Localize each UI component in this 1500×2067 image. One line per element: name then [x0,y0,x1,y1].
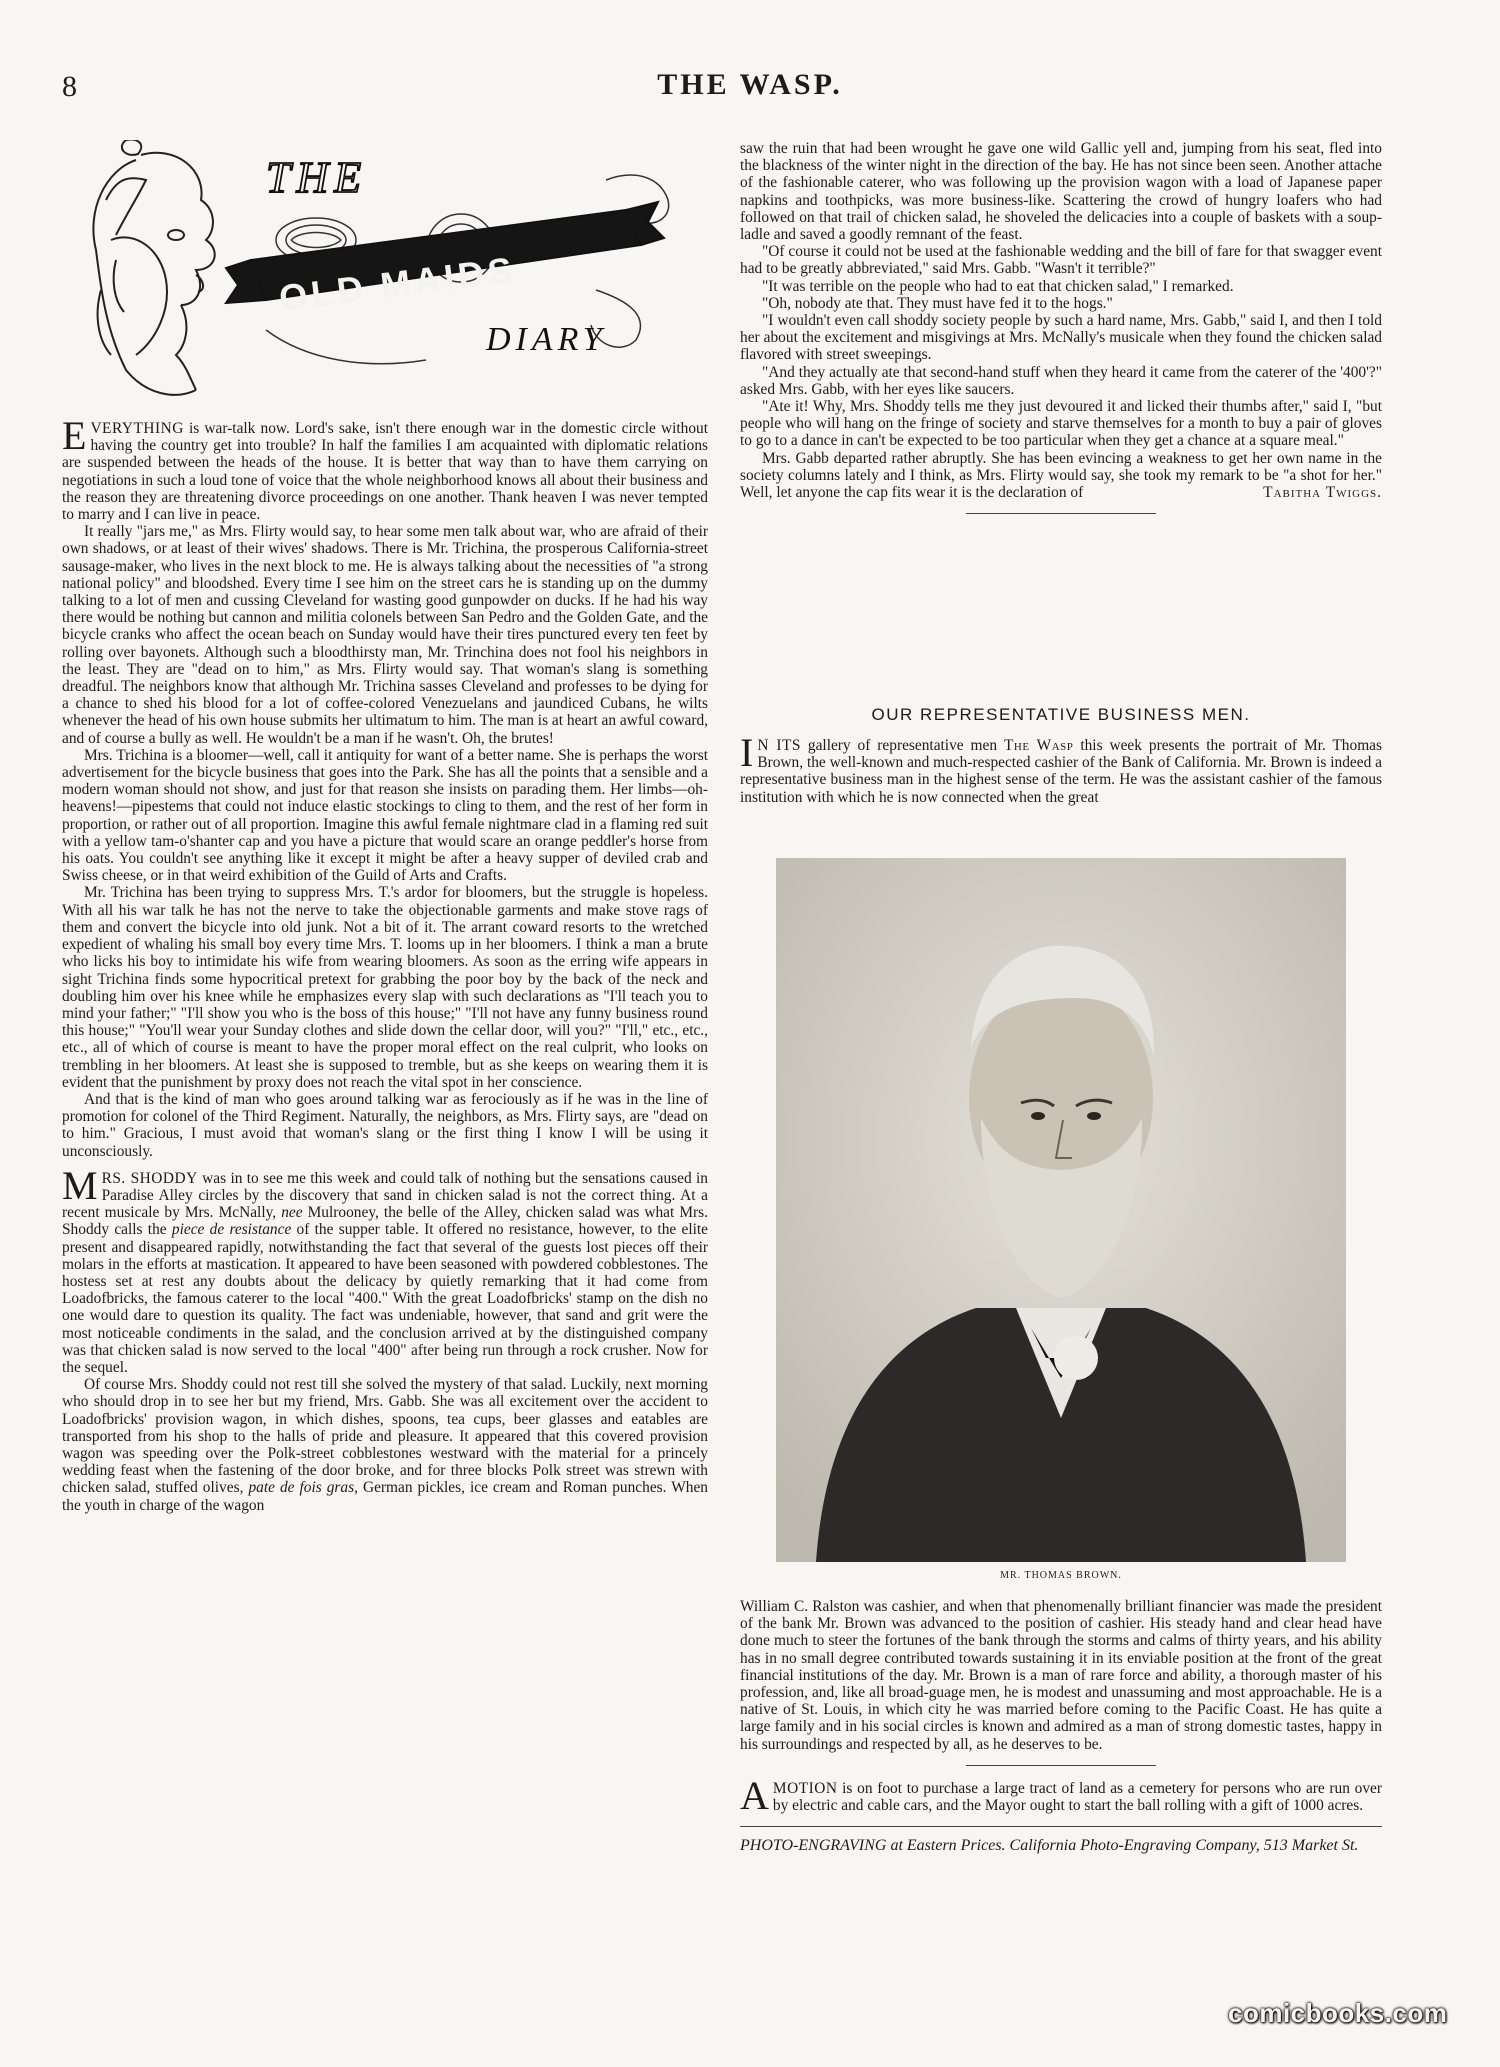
old-maids-diary-header-illustration [66,140,696,410]
diary-paragraph: And that is the kind of man who goes around talking war as ferociously as if he was in the line of promotion for colonel of the Third Regiment. Naturally, the neighbors, as Mrs. Flirty says, are "dead on to him." Gracious, I must avoid that woman's slang or the first thing I know I will be using it unconsciously. [62,1090,708,1160]
page-number: 8 [62,70,77,103]
drop-cap: A [740,1772,769,1818]
right-column-top [740,140,1382,528]
right-column-bottom [740,1598,1382,1854]
section-heading: OUR REPRESENTATIVE BUSINESS MEN. [871,705,1251,724]
diary-paragraph: Mrs. Gabb departed rather abruptly. She has been evincing a weakness to get her own name in the society columns lately and I think, as Mrs. Flirty would say, she took my remark to be "a shot for her." Well, let anyone the cap fits wear it is the declaration of Tabitha Twiggs. [740,449,1382,502]
diary-paragraph: "It was terrible on the people who had to eat that chicken salad," I remarked. [762,277,1234,295]
banner-title-the: THE [266,153,368,202]
section-divider [966,1765,1156,1766]
banner-title-old-maids: OLD MAIDS [276,248,519,319]
diary-paragraph: MRS. SHODDY was in to see me this week and could talk of nothing but the sensations caused in Paradise Alley circles by the discovery that sand in chicken salad is not the correct thing. At a recent musicale by Mrs. McNally, nee Mulrooney, the belle of the Alley, chicken salad was what Mrs. Shoddy calls the piece de resistance of the supper table. It offered no resistance, however, to the elite present and disappeared rapidly, notwithstanding the fact that several of the guests lost pieces off their molars in the efforts at mastication. It appeared to have been seasoned with powdered cobblestones. The hostess set at rest any doubts about the delicacy by quietly remarking that it had come from Loadofbricks, the famous caterer to the local "400." With the great Loadofbricks' stamp on the dish no one would dare to question its quality. The fact was undeniable, however, that sand and grit were the most noticeable condiments in the salad, and the conclusion arrived at by the distinguished company was that chicken salad is now served to the local "400" after being run through a rock crusher. Now for the sequel. [62,1162,708,1376]
diary-paragraph: It really "jars me," as Mrs. Flirty would say, to hear some men talk about war, who are afraid of their own shadows, or at least of their wives' shadows. There is Mr. Trichina, the prosperous California-street sausage-maker, who lives in the next block to me. He is always talking about the necessities of "a strong national policy" and bloodshed. Every time I see him on the street cars he is standing up on the dummy talking to a lot of men and cussing Cleveland for wasting good gunpowder on ducks. If he had his way there would be nothing but cannon and militia colonels between San Pedro and the Golden Gate, and the bicycle cranks who affect the ocean beach on Sunday would have their tires punctured every ten feet by rolling over bayonets. Although such a bloodthirsty man, Mr. Trinchina does not fool his neighbors in the least. They are "dead on to him," as Mrs. Flirty would say. That woman's slang is something dreadful. The neighbors know that although Mr. Trichina sasses Cleveland and professes to be dying for a chance to shed his blood for a lot of coffee-colored Venezuelans and jaundiced Cubans, he wilts whenever the head of his own house submits her ultimatum to him. The man is at heart an awful coward, and of course a bully as well. He wouldn't be a man if he wasn't. Oh, the brutes! [62,523,708,747]
diary-paragraph: saw the ruin that had been wrought he gave one wild Gallic yell and, jumping from his seat, fled into the blackness of the winter night in the direction of the bay. He has not since been seen. Another attache of the fashionable caterer, who was following up the provision wagon with a load of Japanese paper napkins and toothpicks, was more business-like. Scattering the crowd of hungry loafers who had followed on that trail of chicken salad, he shoveled the delicacies into a couple of baskets with a soup-ladle and saved a goodly remnant of the feast. [740,140,1382,244]
photo-caption: MR. THOMAS BROWN. [1000,1570,1122,1581]
drop-cap: E [62,413,87,458]
diary-paragraph: "Ate it! Why, Mrs. Shoddy tells me they just devoured it and licked their thumbs after," said I, "but people who will hang on the fringe of society and starve themselves for a month to buy a pair of gloves to go to a dance in can't be expected to be too particular when they get a chance at a square meal." [740,398,1382,450]
portrait-illustration [776,858,1346,1562]
left-column [62,413,708,1514]
section-divider [966,513,1156,514]
diary-paragraph: Mr. Trichina has been trying to suppress Mrs. T.'s ardor for bloomers, but the struggle is hopeless. With all his war talk he has not the nerve to take the objectionable garments and make stove rags of them and convert the bicycle into old junk. Not a bit of it. The arrant coward resorts to the wretched expedient of whaling his small boy every time Mrs. T. looms up in her bloomers. I think a man a brute who licks his boy to intimidate his wife from wearing bloomers. As soon as the erring wife appears in sight Trichina finds some hypocritical pretext for grabbing the poor boy by the back of the neck and doubling him over his knee while he emphasizes every slap with such declarations as "I'll teach you to mind your father;" "I'll show you who is the boss of this house;" "I'll not have any funny business round this house;" "You'll wear your Sunday clothes and slide down the cellar door, will you?" "I'll," etc., etc., etc., all of which of course is meant to have the proper moral effect on the real culprit, who looks on trembling in her bloomers. At least she is supposed to tremble, but as she keeps on wearing them it is evident that the punishment by proxy does not reach the vital spot in her conscience. [62,884,708,1091]
business-paragraph: William C. Ralston was cashier, and when that phenomenally brilliant financier was made the president of the bank Mr. Brown was advanced to the position of cashier. His steady hand and clear head have done much to steer the fortunes of the bank through the storms and calms of thirty years, and his ability has in no small degree contributed towards sustaining it in its enviable position at the front of the great financial institutions of the day. Mr. Brown is a man of rare force and ability, a thorough master of his profession, and, like all broad-guage men, he is modest and unassuming and most approachable. He is a native of St. Louis, in which city he was married before coming to the Pacific Coast. He has quite a large family and in his social circles is known and admired as a man of strong domestic tastes, happy in his surroundings and respected by all, as he deserves to be. [740,1598,1382,1753]
diary-paragraph: Of course Mrs. Shoddy could not rest till she solved the mystery of that salad. Luckily, next morning who should drop in to see her but my friend, Mrs. Gabb. She was all excitement over the accident to Loadofbricks' provision wagon, in which dishes, spoons, tea cups, beer glasses and eatables are transported from his shop to the halls of pride and pleasure. It appeared that this covered provision wagon was speeding over the Polk-street cobblestones westward with the material for a princely wedding feast when the fastening of the door broke, and for three blocks Polk street was strewn with chicken salad, stuffed olives, pate de fois gras, German pickles, ice cream and Roman punches. When the youth in charge of the wagon [62,1376,708,1514]
watermark: comicbooks.com [1228,1998,1448,2028]
drop-cap: I [740,730,754,775]
advertisement: PHOTO-ENGRAVING at Eastern Prices. California Photo-Engraving Company, 513 Market St. [740,1837,1359,1855]
old-maid-portrait-sketch [93,140,214,395]
masthead: THE WASP. [657,68,843,101]
banner-title-diary: DIARY [486,321,607,358]
diary-paragraph: Mrs. Trichina is a bloomer—well, call it antiquity for want of a better name. She is perhaps the worst advertisement for the bicycle business that goes into the Park. She has all the points that a sensible and a modern woman should not show, and just for that reason she insists on parading them. Her limbs—oh-heavens!—pipestems that could not induce elastic stockings to cling to them, and the rest of her form in proportion, or rather out of all proportion. Imagine this awful female nightmare clad in a flaming red suit with a yellow tam-o'shanter cap and you have a picture that would scare an orange peddler's horse from his oats. You couldn't see anything like it except it might be after a heavy supper of deviled crab and Swiss cheese, or in that weird exhibition of the Guild of Arts and Crafts. [62,746,708,885]
diary-paragraph: "I wouldn't even call shoddy society people by such a hard name, Mrs. Gabb," said I, and then I told her about the excitement and misgivings at Mrs. McNally's musicale when they found the chicken salad flavored with street sweepings. [740,312,1382,364]
rule [740,1826,1382,1827]
motion-paragraph: AMOTION is on foot to purchase a large tract of land as a cemetery for persons who are run over by electric and cable cars, and the Mayor ought to start the ball rolling with a gift of 1000 acres. [740,1772,1382,1818]
business-paragraph: I N ITS gallery of representative men The Wasp this week presents the portrait of Mr. Thomas Brown, the well-known and much-respected cashier of the Bank of California. Mr. Brown is indeed a representative business man in the highest sense of the term. He was the assistant cashier of the famous institution with which he is now connected when the great [740,730,1382,806]
diary-paragraph: "Oh, nobody ate that. They must have fed it to the hogs." [762,294,1113,312]
diary-paragraph: EVERYTHING is war-talk now. Lord's sake, isn't there enough war in the domestic circle without having the country get into trouble? In half the families I am acquainted with diplomatic relations are suspended between the heads of the house. It is better that way than to have them carrying on negotiations in such a loud tone of voice that the whole neighborhood knows all about their business and the reason they are threatening divorce proceedings on one another. Thank heaven I was never tempted to marry and I can live in peace. [62,413,708,524]
drop-cap: M [62,1162,98,1208]
diary-paragraph: "And they actually ate that second-hand stuff when they heard it came from the caterer of the '400'?" asked Mrs. Gabb, with her eyes like saucers. [740,363,1382,398]
signature: Tabitha Twiggs. [1263,484,1382,502]
portrait-photo-thomas-brown [776,858,1346,1562]
business-intro [740,730,1382,806]
diary-paragraph: "Of course it could not be used at the fashionable wedding and the bill of fare for that swagger event had to be greatly abbreviated," said Mrs. Gabb. "Wasn't it terrible?" [740,243,1382,278]
